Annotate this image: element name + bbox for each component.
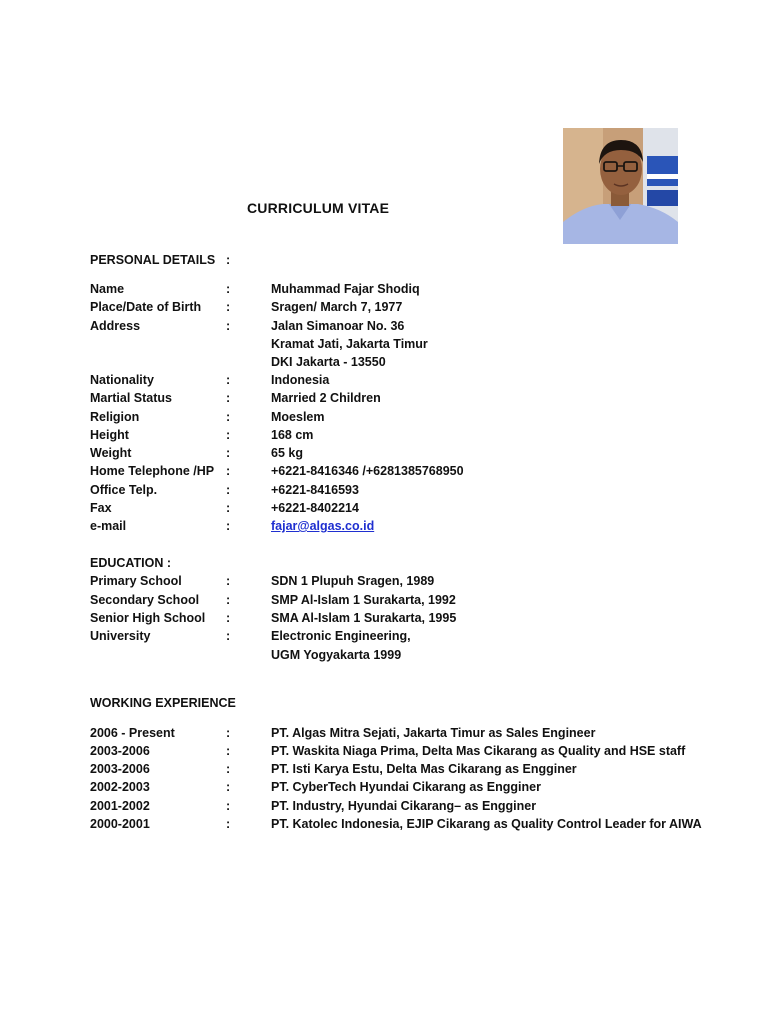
label-weight: Weight [90, 446, 132, 460]
value-address-line2: Kramat Jati, Jakarta Timur [271, 337, 428, 351]
value-birth: Sragen/ March 7, 1977 [271, 300, 403, 314]
colon: : [226, 574, 231, 588]
label-university: University [90, 629, 151, 643]
value-senior-high-school: SMA Al-Islam 1 Surakarta, 1995 [271, 611, 457, 625]
value-name: Muhammad Fajar Shodiq [271, 282, 420, 296]
label-office-telephone: Office Telp. [90, 483, 158, 497]
label-height: Height [90, 428, 129, 442]
value-height: 168 cm [271, 428, 314, 442]
colon: : [226, 282, 231, 296]
label-senior-high-school: Senior High School [90, 611, 206, 625]
value-job: PT. CyberTech Hyundai Cikarang as Engginer [271, 780, 541, 794]
colon: : [226, 611, 231, 625]
colon: : [226, 744, 231, 758]
colon: : [226, 780, 231, 794]
value-primary-school: SDN 1 Plupuh Sragen, 1989 [271, 574, 435, 588]
colon: : [226, 762, 231, 776]
section-heading-personal: PERSONAL DETAILS [90, 253, 216, 267]
section-heading-education: EDUCATION : [90, 556, 172, 570]
value-job: PT. Waskita Niaga Prima, Delta Mas Cikarang as Quality and HSE staff [271, 744, 686, 758]
label-name: Name [90, 282, 125, 296]
colon: : [226, 799, 231, 813]
section-heading-experience: WORKING EXPERIENCE [90, 696, 236, 710]
label-home-telephone: Home Telephone /HP [90, 464, 215, 478]
label-fax: Fax [90, 501, 112, 515]
portrait-photo [563, 128, 678, 244]
label-religion: Religion [90, 410, 140, 424]
colon: : [226, 446, 231, 460]
label-period: 2006 - Present [90, 726, 175, 740]
label-nationality: Nationality [90, 373, 154, 387]
value-office-telephone: +6221-8416593 [271, 483, 359, 497]
label-period: 2002-2003 [90, 780, 150, 794]
colon: : [226, 726, 231, 740]
colon: : [226, 391, 231, 405]
colon: : [226, 483, 231, 497]
label-period: 2001-2002 [90, 799, 150, 813]
label-period: 2003-2006 [90, 762, 150, 776]
value-job: PT. Industry, Hyundai Cikarang– as Engginer [271, 799, 537, 813]
value-religion: Moeslem [271, 410, 325, 424]
value-university-line1: Electronic Engineering, [271, 629, 411, 643]
colon: : [226, 253, 231, 267]
label-primary-school: Primary School [90, 574, 182, 588]
email-link[interactable]: fajar@algas.co.id [271, 519, 375, 533]
page-title: CURRICULUM VITAE [247, 200, 390, 216]
label-period: 2000-2001 [90, 817, 150, 831]
colon: : [226, 319, 231, 333]
label-email: e-mail [90, 519, 127, 533]
colon: : [226, 519, 231, 533]
value-address-line3: DKI Jakarta - 13550 [271, 355, 386, 369]
label-address: Address [90, 319, 141, 333]
colon: : [226, 593, 231, 607]
colon: : [226, 428, 231, 442]
value-nationality: Indonesia [271, 373, 330, 387]
colon: : [226, 629, 231, 643]
value-home-telephone: +6221-8416346 /+6281385768950 [271, 464, 464, 478]
value-address-line1: Jalan Simanoar No. 36 [271, 319, 405, 333]
colon: : [226, 300, 231, 314]
value-job: PT. Katolec Indonesia, EJIP Cikarang as Quality Control Leader for AIWA [271, 817, 702, 831]
value-job: PT. Isti Karya Estu, Delta Mas Cikarang as Engginer [271, 762, 577, 776]
label-birth: Place/Date of Birth [90, 300, 202, 314]
colon: : [226, 817, 231, 831]
value-job: PT. Algas Mitra Sejati, Jakarta Timur as Sales Engineer [271, 726, 596, 740]
colon: : [226, 373, 231, 387]
label-marital-status: Martial Status [90, 391, 172, 405]
value-secondary-school: SMP Al-Islam 1 Surakarta, 1992 [271, 593, 456, 607]
colon: : [226, 464, 231, 478]
value-university-line2: UGM Yogyakarta 1999 [271, 648, 402, 662]
colon: : [226, 410, 231, 424]
label-secondary-school: Secondary School [90, 593, 200, 607]
value-marital-status: Married 2 Children [271, 391, 381, 405]
colon: : [226, 501, 231, 515]
value-weight: 65 kg [271, 446, 303, 460]
value-fax: +6221-8402214 [271, 501, 359, 515]
label-period: 2003-2006 [90, 744, 150, 758]
